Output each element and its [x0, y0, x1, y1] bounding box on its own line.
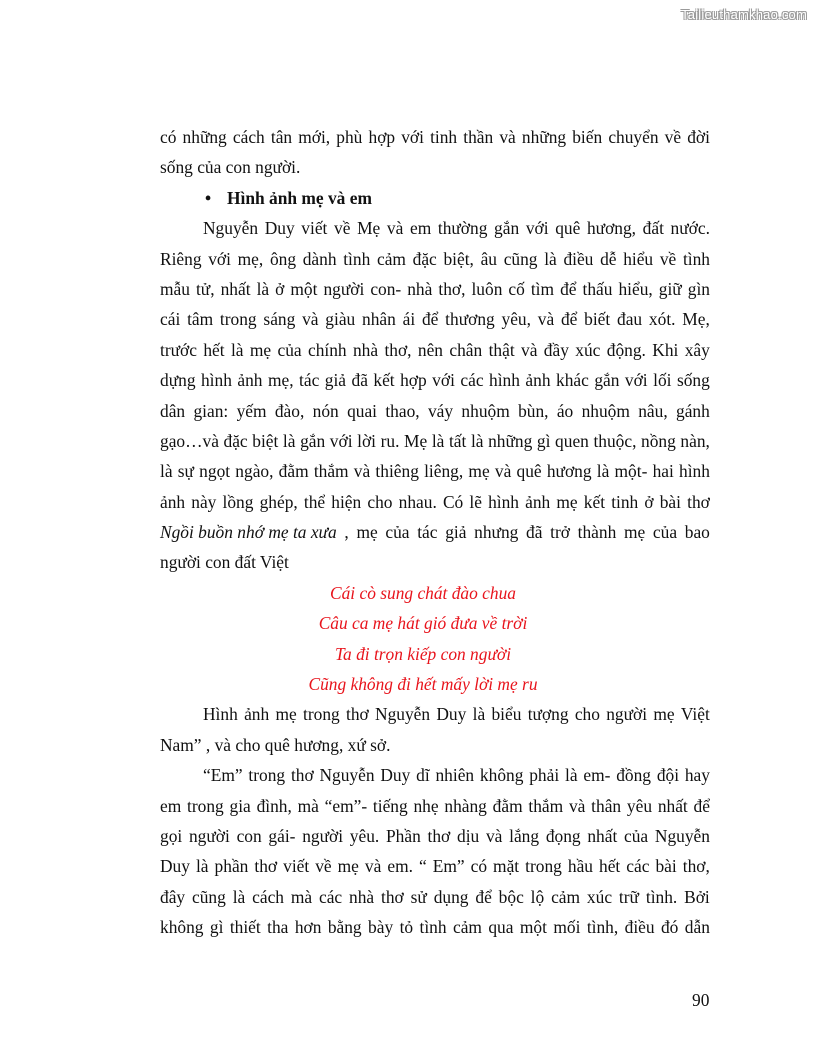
text-line: là sự ngọt ngào, đằm thắm và thiêng liêng, mẹ và quê hương là một- hai hình — [160, 461, 710, 482]
text-line: cái tâm trong sáng và giàu nhân ái để thương yêu, và để biết đau xót. Mẹ, — [160, 309, 710, 330]
text-line: mẫu tử, nhất là ở một người con- nhà thơ, luôn cố tìm để thấu hiểu, giữ gìn — [160, 278, 710, 299]
text-line: Hình ảnh mẹ trong thơ Nguyễn Duy là biểu tượng cho người mẹ Việt — [203, 704, 710, 725]
text-line: Duy là phần thơ viết về mẹ và em. “ Em” có mặt trong hầu hết các bài thơ, — [160, 856, 710, 877]
text-line: sống của con người. — [160, 157, 301, 178]
text-line: gạo…và đặc biệt là gắn với lời ru. Mẹ là tất là những gì quen thuộc, nồng nàn, — [160, 430, 710, 451]
text-line: “Em” trong thơ Nguyễn Duy dĩ nhiên không phải là em- đồng đội hay — [203, 765, 710, 786]
section-heading — [160, 183, 710, 213]
section-heading-text: Hình ảnh mẹ và em — [227, 187, 372, 208]
text-line-with-title: Ngồi buồn nhớ mẹ ta xưa , mẹ của tác giả nhưng đã trở thành mẹ của bao — [160, 517, 710, 547]
text-line: Riêng với mẹ, ông dành tình cảm đặc biệt, âu cũng là điều dễ hiểu về tình — [160, 248, 710, 269]
poem-title: Ngồi buồn nhớ mẹ ta xưa — [160, 522, 337, 543]
text-line: đây cũng là cách mà các nhà thơ sử dụng để bộc lộ cảm xúc trữ tình. Bởi — [160, 886, 710, 907]
text-line: trước hết là mẹ của chính nhà thơ, nên chân thật và đầy xúc động. Khi xây — [160, 339, 710, 360]
text-line: không gì thiết tha hơn bằng bày tỏ tình cảm qua một mối tình, điều đó dẫn — [160, 917, 710, 938]
text-line: có những cách tân mới, phù hợp với tinh thần và những biến chuyển về đời — [160, 127, 710, 147]
text-line: gọi người con gái- người yêu. Phần thơ dịu và lắng đọng nhất của Nguyễn — [160, 825, 710, 846]
text-line: ảnh này lồng ghép, thể hiện cho nhau. Có lẽ hình ảnh mẹ kết tinh ở bài thơ — [160, 491, 710, 512]
text-line: dựng hình ảnh mẹ, tác giả đã kết hợp với các hình ảnh khác gắn với lối sống — [160, 370, 710, 391]
text-line: người con đất Việt — [160, 552, 289, 573]
paragraph-symbol — [160, 699, 710, 760]
text-line: Nam” , và cho quê hương, xứ sở. — [160, 734, 391, 755]
bullet-icon: • — [205, 187, 212, 208]
page-number: 90 — [692, 990, 710, 1010]
poem-block — [160, 578, 710, 700]
text-line: Nguyễn Duy viết về Mẹ và em thường gắn với quê hương, đất nước. — [203, 218, 710, 239]
poem-line: Ta đi trọn kiếp con người — [334, 643, 512, 664]
text-line: em trong gia đình, mà “em”- tiếng nhẹ nhàng đằm thắm và thân yêu nhất để — [160, 795, 710, 816]
page-body — [160, 122, 710, 943]
paragraph-mother — [160, 213, 710, 578]
paragraph-em — [160, 760, 710, 942]
watermark-text: Tailieuthamkhao.com — [681, 7, 807, 22]
poem-line: Câu ca mẹ hát gió đưa về trời — [318, 613, 528, 634]
paragraph-intro — [160, 122, 710, 183]
text-line: dân gian: yếm đào, nón quai thao, váy nhuộm bùn, áo nhuộm nâu, gánh — [160, 400, 710, 421]
poem-line: Cái cò sung chát đào chua — [330, 582, 516, 603]
poem-line: Cũng không đi hết mấy lời mẹ ru — [308, 674, 538, 695]
